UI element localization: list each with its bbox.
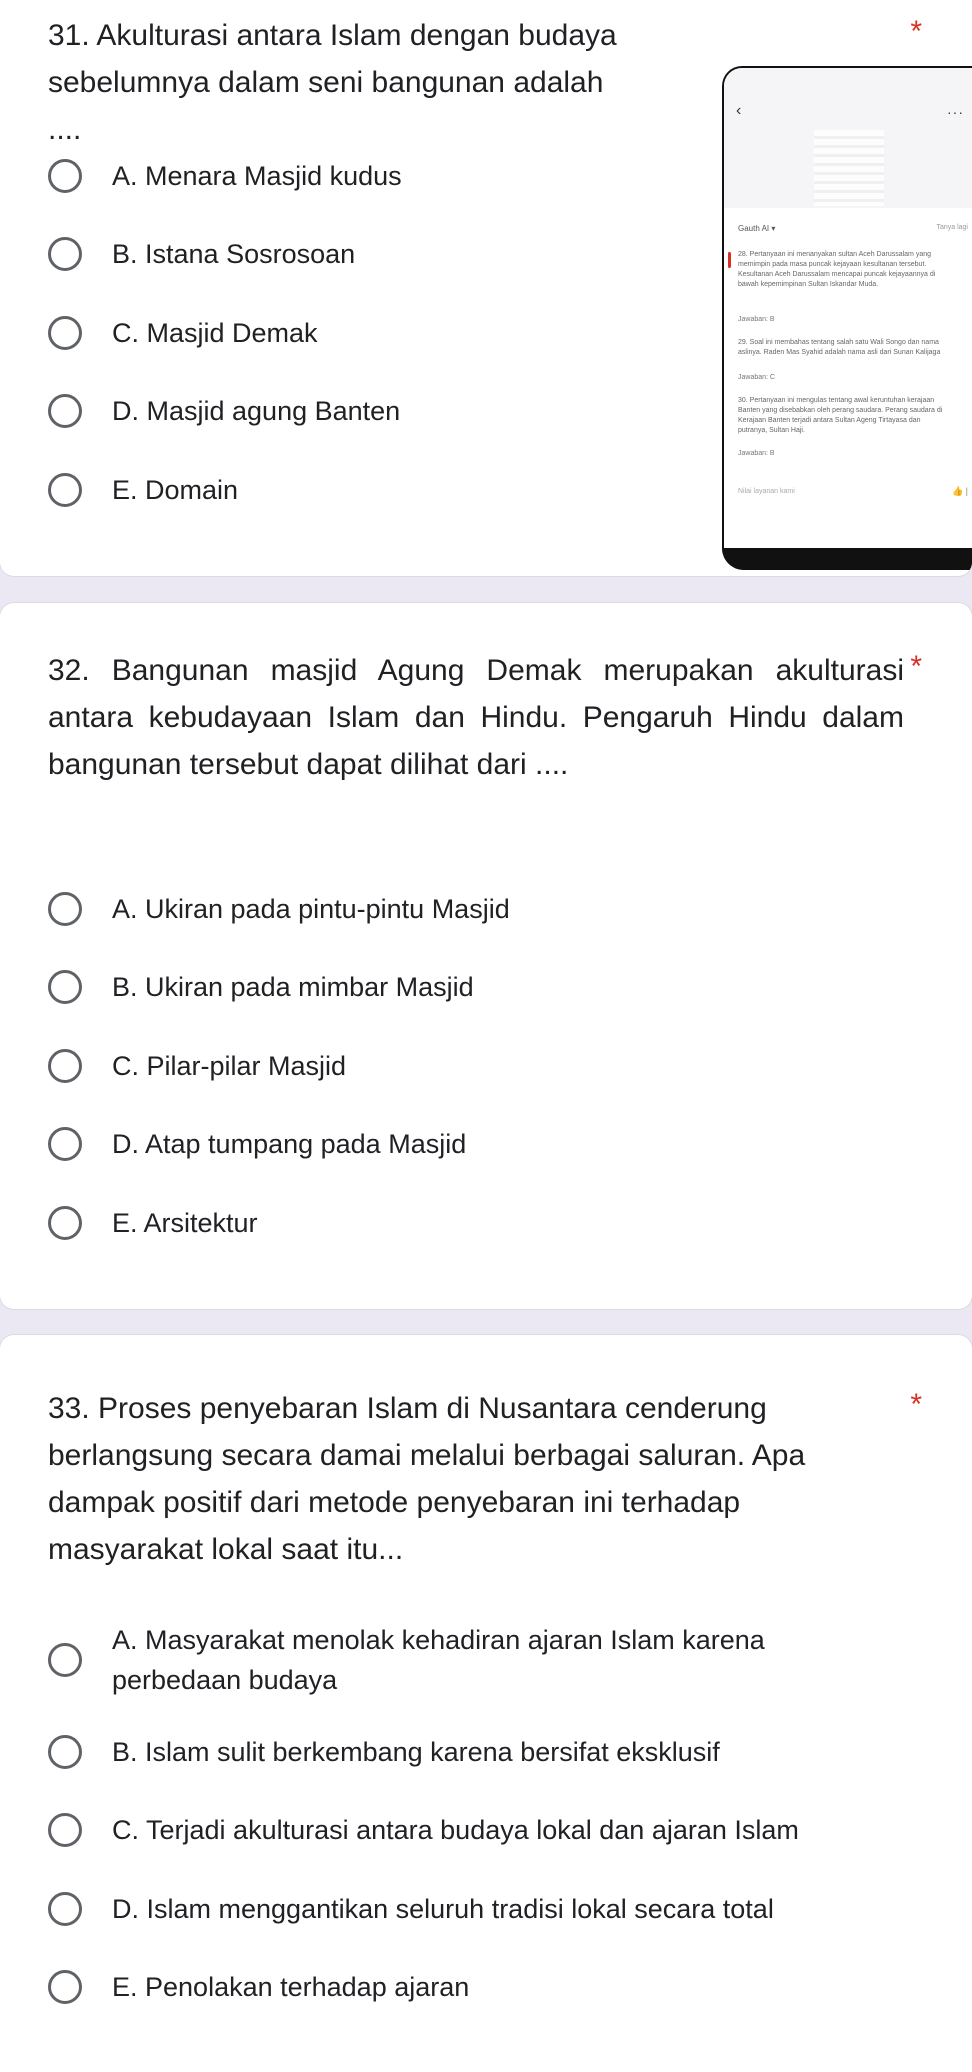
question-title: 32. Bangunan masjid Agung Demak merupakan akulturasi antara kebudayaan Islam dan Hindu. Pengaruh Hindu dalam bangunan tersebut dapat dilihat dari .... xyxy=(48,654,904,781)
question-title: 33. Proses penyebaran Islam di Nusantara cenderung berlangsung secara damai melalui berbagai saluran. Apa dampak positif dari metode penyebaran ini terhadap masyarakat lokal saat itu... xyxy=(48,1392,806,1566)
option-c[interactable] xyxy=(48,313,318,353)
option-d[interactable] xyxy=(48,1889,774,1929)
inset-line: 30. Pertanyaan ini mengulas tentang awal keruntuhan kerajaan xyxy=(738,397,935,404)
back-icon: ‹ xyxy=(736,102,742,119)
inset-line: memimpin pada masa puncak kejayaan kesultanan tersebut. xyxy=(738,261,927,268)
inset-line: Banten yang disebabkan oleh perang saudara. Perang saudara di xyxy=(738,407,943,414)
radio-button[interactable] xyxy=(48,316,82,350)
option-label: C. Terjadi akulturasi antara budaya lokal dan ajaran Islam xyxy=(112,1815,799,1845)
option-label: B. Istana Sosrosoan xyxy=(112,239,356,269)
required-asterisk: * xyxy=(910,15,922,48)
inset-top-bar xyxy=(724,68,972,208)
inset-line: Kerajaan Banten terjadi antara Sultan Ageng Tirtayasa dan xyxy=(738,417,921,424)
question-33-card xyxy=(0,1335,972,2072)
radio-button[interactable] xyxy=(48,1970,82,2004)
radio-button[interactable] xyxy=(48,970,82,1004)
radio-button[interactable] xyxy=(48,1735,82,1769)
option-label: B. Islam sulit berkembang karena bersifat eksklusif xyxy=(112,1737,720,1767)
option-c[interactable] xyxy=(48,1046,346,1086)
inset-footer: Nilai layanan kami xyxy=(738,488,795,495)
radio-button[interactable] xyxy=(48,159,82,193)
option-label: A. Menara Masjid kudus xyxy=(112,161,402,191)
option-label: C. Masjid Demak xyxy=(112,318,318,348)
option-b[interactable] xyxy=(48,967,474,1007)
option-label: B. Ukiran pada mimbar Masjid xyxy=(112,972,474,1002)
radio-button[interactable] xyxy=(48,394,82,428)
option-e[interactable] xyxy=(48,1203,258,1243)
inset-answer: Jawaban: B xyxy=(738,450,775,457)
radio-button[interactable] xyxy=(48,1206,82,1240)
question-title: 31. Akulturasi antara Islam dengan budaya sebelumnya dalam seni bangunan adalah .... xyxy=(48,19,617,146)
question-31-card xyxy=(0,0,972,576)
inset-line: 29. Soal ini membahas tentang salah satu Wali Songo dan nama xyxy=(738,339,939,346)
option-label: D. Islam menggantikan seluruh tradisi lokal secara total xyxy=(112,1894,774,1924)
option-label: D. Atap tumpang pada Masjid xyxy=(112,1129,467,1159)
required-asterisk: * xyxy=(910,650,922,683)
radio-button[interactable] xyxy=(48,237,82,271)
radio-button[interactable] xyxy=(48,1892,82,1926)
radio-button[interactable] xyxy=(48,1127,82,1161)
option-label: E. Arsitektur xyxy=(112,1208,258,1238)
thumbs-up-icon: 👍 | xyxy=(951,486,968,496)
more-icon: ··· xyxy=(947,104,964,120)
inset-line: Kesultanan Aceh Darussalam mencapai puncak kejayaannya di xyxy=(738,271,936,278)
option-c[interactable] xyxy=(48,1810,799,1850)
option-d[interactable] xyxy=(48,1124,466,1164)
highlight-bar xyxy=(728,252,731,268)
option-label: A. Masyarakat menolak kehadiran ajaran Islam karena perbedaan budaya xyxy=(112,1625,765,1695)
inset-bottom-bar xyxy=(722,548,972,570)
radio-button[interactable] xyxy=(48,1813,82,1847)
inset-line: bawah kepemimpinan Sultan Iskandar Muda. xyxy=(738,281,879,288)
inset-line: 28. Pertanyaan ini menanyakan sultan Aceh Darussalam yang xyxy=(738,251,932,258)
option-label: E. Penolakan terhadap ajaran xyxy=(112,1972,470,2002)
option-label: E. Domain xyxy=(112,475,239,505)
inset-screenshot xyxy=(722,66,972,570)
thumbnail-image xyxy=(814,130,884,206)
inset-answer: Jawaban: B xyxy=(738,316,775,323)
inset-screen xyxy=(724,68,972,548)
required-asterisk: * xyxy=(910,1388,922,1421)
radio-button[interactable] xyxy=(48,1049,82,1083)
option-label: D. Masjid agung Banten xyxy=(112,396,401,426)
option-a[interactable] xyxy=(48,156,402,196)
option-b[interactable] xyxy=(48,234,355,274)
question-32-card xyxy=(0,603,972,1309)
option-d[interactable] xyxy=(48,391,400,431)
inset-header-right: Tanya lagi xyxy=(936,224,968,231)
inset-answer: Jawaban: C xyxy=(738,374,775,381)
radio-button[interactable] xyxy=(48,473,82,507)
option-a[interactable] xyxy=(48,889,510,929)
inset-line: putranya, Sultan Haji. xyxy=(738,427,805,434)
option-label: C. Pilar-pilar Masjid xyxy=(112,1051,347,1081)
option-a[interactable] xyxy=(48,1620,832,1700)
option-e[interactable] xyxy=(48,470,238,510)
radio-button[interactable] xyxy=(48,1643,82,1677)
option-b[interactable] xyxy=(48,1732,720,1772)
radio-button[interactable] xyxy=(48,892,82,926)
option-label: A. Ukiran pada pintu-pintu Masjid xyxy=(112,894,510,924)
inset-line: aslinya. Raden Mas Syahid adalah nama asli dari Sunan Kalijaga xyxy=(738,349,941,356)
inset-header: Gauth AI ▾ xyxy=(738,224,776,233)
option-e[interactable] xyxy=(48,1967,469,2007)
